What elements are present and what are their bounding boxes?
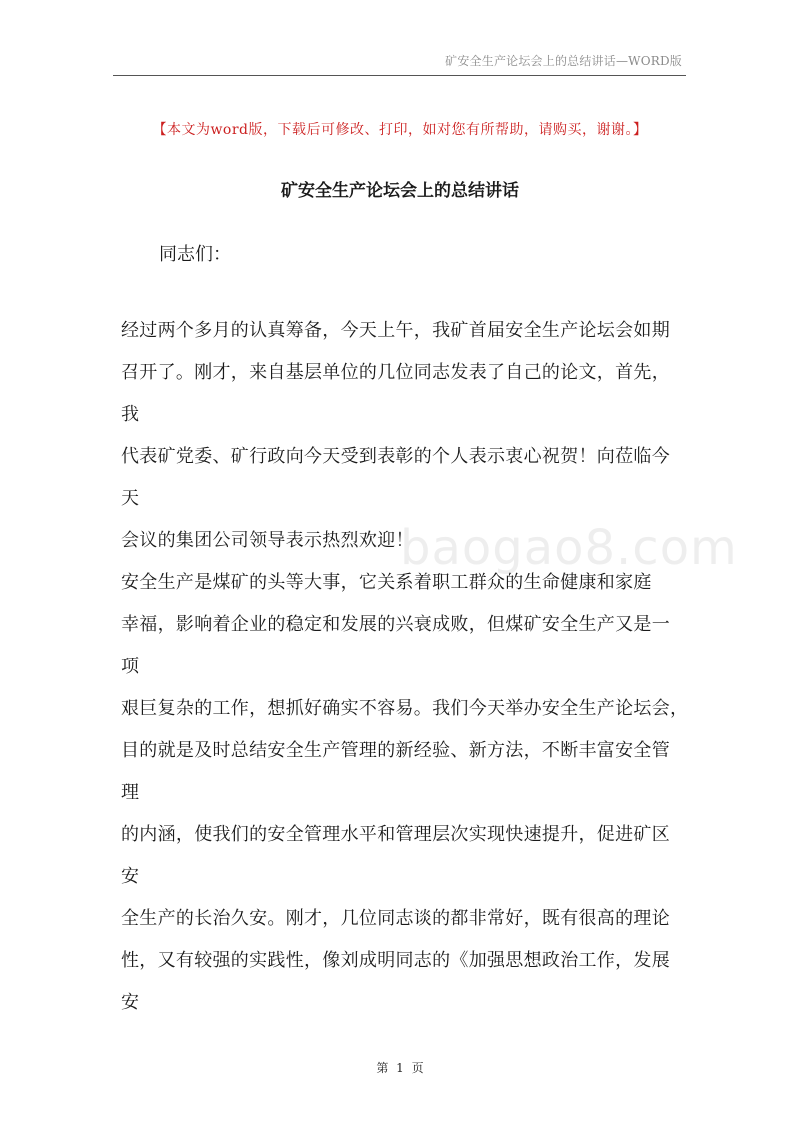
body-line: 的内涵，使我们的安全管理水平和管理层次实现快速提升，促进矿区 xyxy=(121,824,670,845)
body-line: 全生产的长治久安。刚才，几位同志谈的都非常好，既有很高的理论 xyxy=(121,908,670,929)
document-title: 矿安全生产论坛会上的总结讲话 xyxy=(281,181,519,201)
body-line: 幸福，影响着企业的稳定和发展的兴衰成败，但煤矿安全生产又是一 xyxy=(121,614,670,635)
document-body xyxy=(121,316,691,1030)
body-line: 安全生产是煤矿的头等大事，它关系着职工群众的生命健康和家庭 xyxy=(121,572,652,593)
salutation: 同志们： xyxy=(159,244,231,265)
body-line: 安 xyxy=(121,992,140,1013)
body-line: 召开了。刚才，来自基层单位的几位同志发表了自己的论文，首先， xyxy=(121,362,670,383)
body-line: 理 xyxy=(121,782,140,803)
body-line: 代表矿党委、矿行政向今天受到表彰的个人表示衷心祝贺！向莅临今 xyxy=(121,446,670,467)
running-header-title: 矿安全生产论坛会上的总结讲话—WORD版 xyxy=(445,54,682,68)
body-line: 艰巨复杂的工作，想抓好确实不容易。我们今天举办安全生产论坛会， xyxy=(121,698,689,719)
body-line: 安 xyxy=(121,866,140,887)
body-line: 会议的集团公司领导表示热烈欢迎！ xyxy=(121,530,414,551)
body-line: 目的就是及时总结安全生产管理的新经验、新方法，不断丰富安全管 xyxy=(121,740,670,761)
header-divider xyxy=(113,75,686,76)
body-line: 项 xyxy=(121,656,140,677)
site-watermark: baogao8.com xyxy=(400,520,738,576)
body-line: 性，又有较强的实践性，像刘成明同志的《加强思想政治工作，发展 xyxy=(121,950,670,971)
body-line: 天 xyxy=(121,488,140,509)
purchase-notice: 【本文为word版，下载后可修改、打印，如对您有所帮助，请购买，谢谢。】 xyxy=(152,122,648,138)
body-line: 经过两个多月的认真筹备，今天上午，我矿首届安全生产论坛会如期 xyxy=(121,320,670,341)
page-number: 第 1 页 xyxy=(376,1061,424,1075)
body-line: 我 xyxy=(121,404,140,425)
